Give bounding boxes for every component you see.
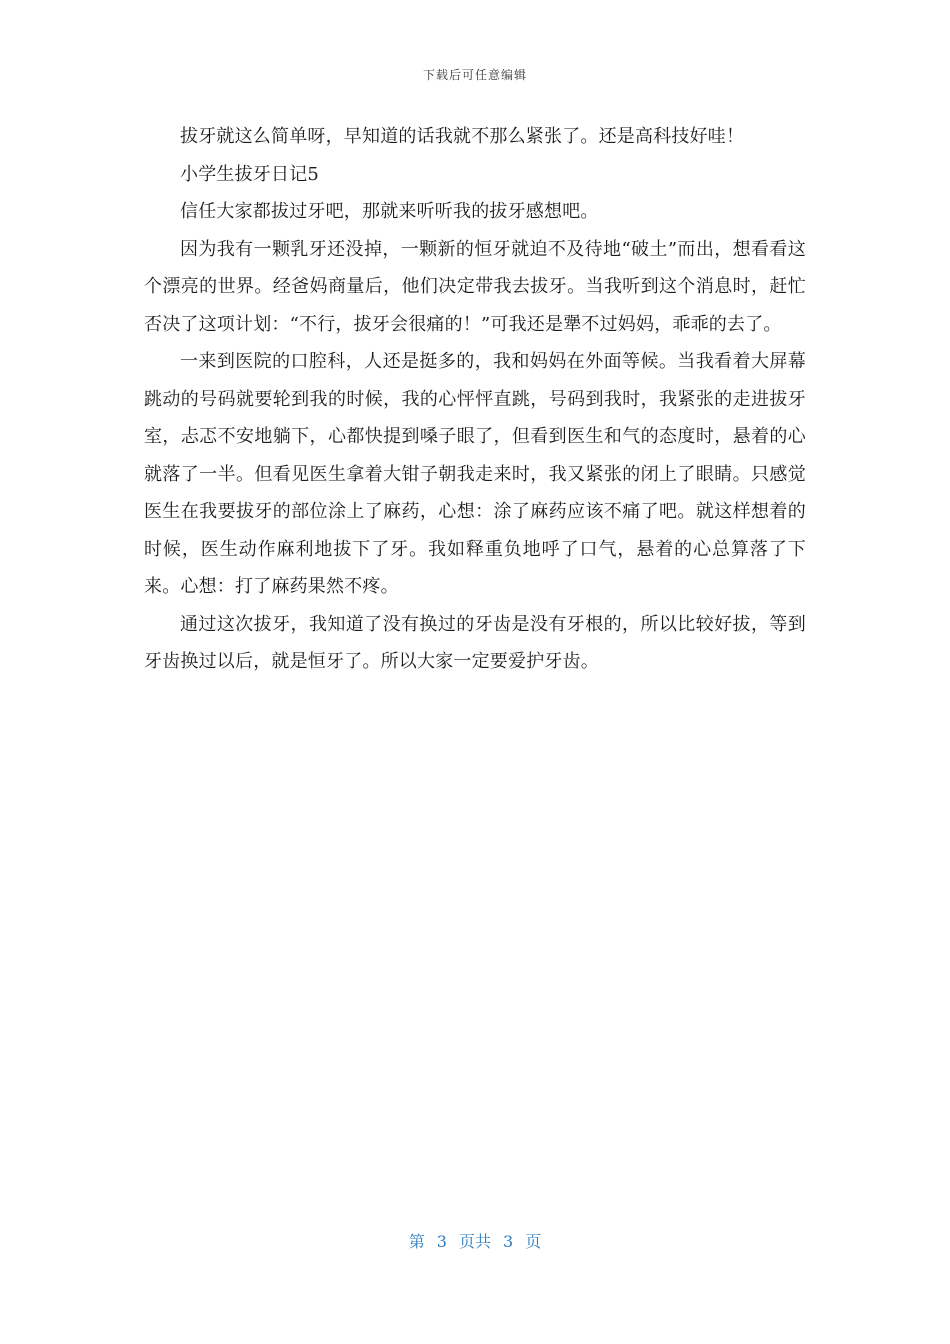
page-label-suffix: 页 [525, 1232, 542, 1251]
section-title: 小学生拔牙日记5 [180, 163, 320, 185]
document-body [144, 118, 806, 681]
page-label-middle: 页共 [458, 1232, 491, 1251]
paragraph: 信任大家都拔过牙吧，那就来听听我的拔牙感想吧。 [180, 201, 599, 222]
page-footer [0, 1229, 950, 1252]
paragraph: 拔牙就这么简单呀，早知道的话我就不那么紧张了。还是高科技好哇！ [180, 126, 745, 147]
current-page-number: 3 [436, 1232, 447, 1251]
page-header: 下载后可任意编辑 [422, 68, 527, 82]
page-label-prefix: 第 [408, 1232, 425, 1251]
paragraph: 因为我有一颗乳牙还没掉，一颗新的恒牙就迫不及待地“破土”而出，想看看这个漂亮的世界。经爸妈商量后，他们决定带我去拔牙。当我听到这个消息时，赶忙否决了这项计划：“不行，拔牙会很痛的！”可我还是犟不过妈妈，乖乖的去了。 [144, 238, 806, 335]
paragraph: 一来到医院的口腔科，人还是挺多的，我和妈妈在外面等候。当我看着大屏幕跳动的号码就要轮到我的时候，我的心怦怦直跳，号码到我时，我紧张的走进拔牙室，忐忑不安地躺下，心都快提到嗓子眼了，但看到医生和气的态度时，悬着的心就落了一半。但看见医生拿着大钳子朝我走来时，我又紧张的闭上了眼睛。只感觉医生在我要拔牙的部位涂上了麻药，心想：涂了麻药应该不痛了吧。就这样想着的时候，医生动作麻利地拔下了牙。我如释重负地呼了口气，悬着的心总算落了下来。心想：打了麻药果然不疼。 [144, 351, 806, 597]
total-pages-number: 3 [503, 1232, 514, 1251]
paragraph: 通过这次拔牙，我知道了没有换过的牙齿是没有牙根的，所以比较好拔，等到牙齿换过以后，就是恒牙了。所以大家一定要爱护牙齿。 [144, 613, 806, 672]
